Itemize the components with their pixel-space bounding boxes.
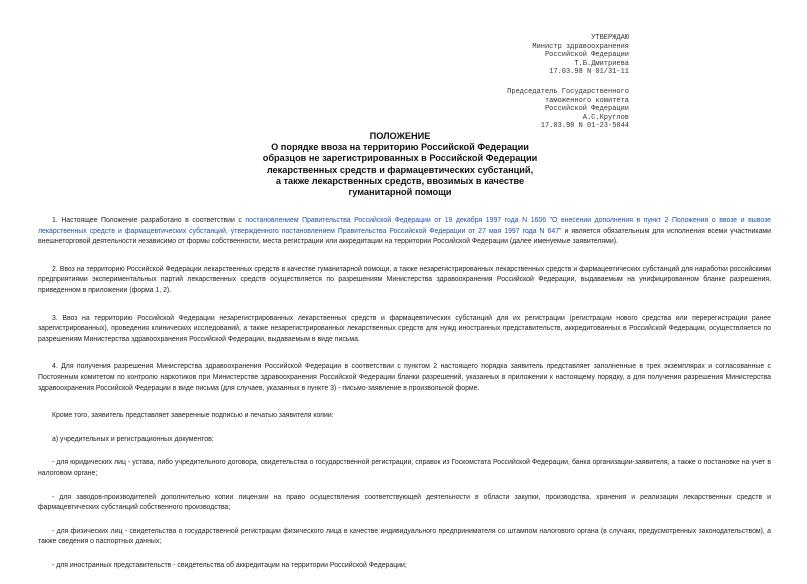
title-line: гуманитарной помощи	[348, 187, 452, 198]
paragraph-text: и является обязательным для исполнения всеми участниками внешнеторговой деятельности независимо от формы собственности, места регистрации или аккредитации на территории Российской Федерации (далее именуемые заявителями).	[38, 227, 771, 246]
document-body	[38, 216, 771, 584]
approval-line: таможенного комитета	[544, 96, 629, 105]
title-line: лекарственных средств и фармацевтических субстанций,	[266, 164, 534, 175]
paragraph-7: - для юридических лиц - устава, либо учредительного договора, свидетельства о государственной регистрации, справок из Госкомстата Российской Федерации, банка организации-заявителя, а также о постановке на учет в налоговом органе;	[38, 459, 771, 477]
paragraph-5: Кроме того, заявитель представляет заверенные подписью и печатью заявителя копии:	[52, 412, 334, 420]
approval-line: Председатель Государственного	[507, 87, 629, 96]
approval-line: 17.03.98 N 01/31-11	[549, 68, 629, 77]
paragraph-4: 4. Для получения разрешения Министерства здравоохранения Российской Федерации в соответствии с пунктом 2 настоящего порядка заявитель представляет заполненные в трех экземплярах и согласованные с Постоянным комитетом по контролю наркотиков при Министерстве здравоохранения Российской Федерации бланки разрешений, указанных в приложении к настоящему порядку, а для получения разрешения Министерства здравоохранения Российской Федерации в виде письма (для случаев, указанных в пункте 3) - письмо-заявление в произвольной форме.	[38, 363, 771, 392]
paragraph-3: 3. Ввоз на территорию Российской Федерации незарегистрированных лекарственных средств и фармацевтических субстанций для их регистрации (регистрации нового средства или перерегистрации ранее зарегистрированных), проведения клинических исследований, а также незарегистрированных лекарственных средств для нужд иностранных представительств, аккредитованных в Российской Федерации, осуществляется по разрешениям Министерства здравоохранения Российской Федерации, выдаваемым в виде письма.	[38, 314, 771, 343]
approval-line: 17.03.98 N 01-23-5044	[540, 122, 629, 131]
title-line: ПОЛОЖЕНИЕ	[369, 131, 431, 141]
decree-link[interactable]: постановлением Правительства Российской Федерации от 19 декабря 1997 года N 1606 "О внесении дополнения в пункт 2 Положения о ввозе и вывозе лекарственных средств и фармацевтических субстанций, утвержденного постановлением Правительства Российской Федерации от 27 мая 1997 года N 647"	[38, 217, 771, 235]
document-title	[190, 131, 610, 198]
approval-line: Министр здравоохранения	[532, 42, 629, 51]
approval-line: Российской Федерации	[544, 105, 629, 114]
paragraph-text: 1. Настоящее Положение разработано в соответствии с	[52, 217, 246, 224]
paragraph-2: 2. Ввоз на территорию Российской Федерации лекарственных средств в качестве гуманитарной помощи, а также незарегистрированных лекарственных средств и фармацевтических субстанций для наработки российскими предприятиями экспериментальных партий лекарственных средств осуществляется по разрешениям Министерства здравоохранения Российской Федерации, выдаваемым на унифицированном бланке разрешения, приведенном в приложении (форма 1, 2).	[38, 265, 771, 294]
approval-line: А.С.Круглов	[582, 113, 629, 122]
approval-line: УТВЕРЖДАЮ	[591, 34, 629, 42]
title-line: а также лекарственных средств, ввозимых в качестве	[275, 175, 525, 186]
title-line: О порядке ввоза на территорию Российской Федерации	[271, 142, 529, 153]
paragraph-9: - для физических лиц - свидетельства о государственной регистрации физического лица в качестве индивидуального предпринимателя со штампом налогового органа (в случаях, предусмотренных законодательством), а также сведения о паспортных данных;	[38, 527, 771, 546]
approval-stamps	[489, 34, 629, 131]
title-line: образцов не зарегистрированных в Российской Федерации	[262, 153, 538, 164]
paragraph-8: - для заводов-производителей дополнительно копии лицензии на право осуществления соответствующей деятельности в области закупки, производства, хранения и реализации лекарственных средств и фармацевтических субстанций собственного производства;	[38, 493, 771, 512]
paragraph-1	[38, 216, 771, 248]
paragraph-6: а) учредительных и регистрационных документов:	[52, 435, 214, 443]
approval-line: Т.Б.Дмитриева	[574, 59, 629, 68]
approval-line: Российской Федерации	[544, 51, 629, 60]
paragraph-10: - для иностранных представительств - свидетельства об аккредитации на территории Российской Федерации;	[52, 561, 407, 569]
